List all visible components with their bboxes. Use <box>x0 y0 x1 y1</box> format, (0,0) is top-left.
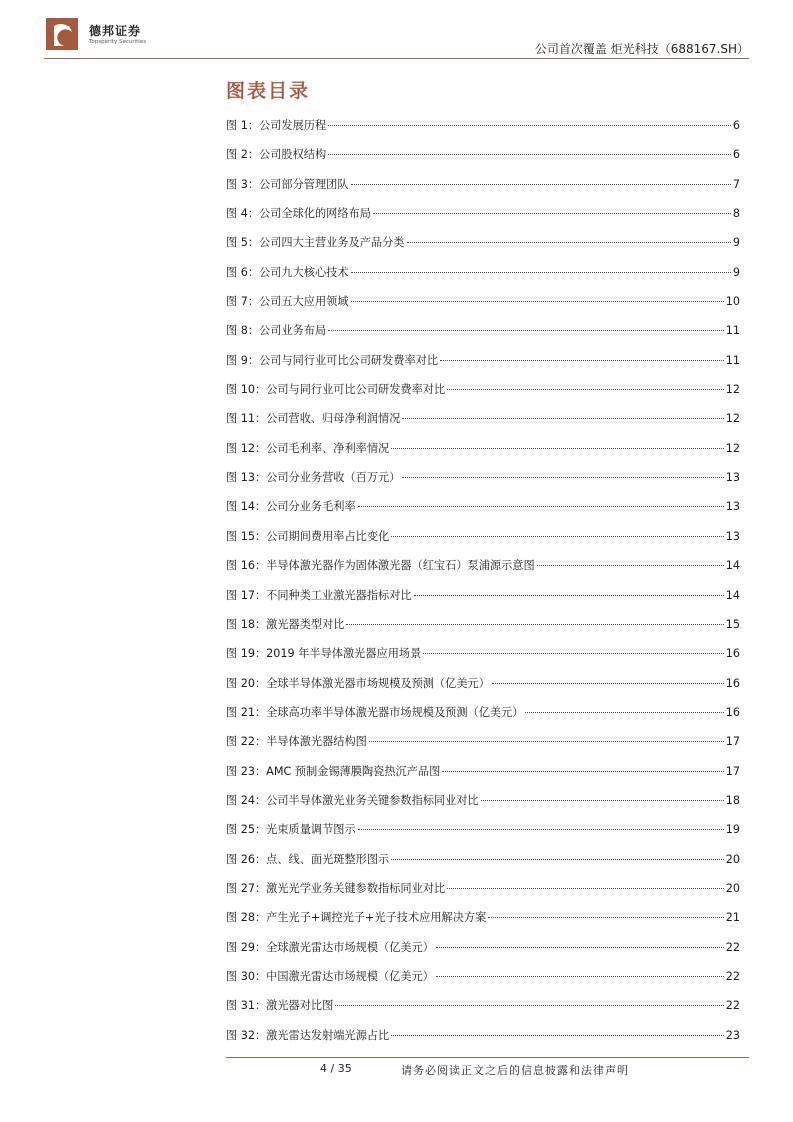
toc-entry-page[interactable]: 22 <box>725 940 740 954</box>
toc-dot-leader <box>537 565 724 566</box>
toc-dot-leader <box>442 771 723 772</box>
toc-entry-page[interactable]: 12 <box>725 412 740 426</box>
toc-entry-label[interactable]: 图 19：2019 年半导体激光器应用场景 <box>226 647 422 661</box>
toc-entry[interactable] <box>226 645 740 674</box>
toc-entry-label[interactable]: 图 5：公司四大主营业务及产品分类 <box>226 236 405 250</box>
toc-dot-leader <box>407 242 731 243</box>
toc-entry[interactable] <box>226 146 740 175</box>
toc-entry[interactable] <box>226 205 740 234</box>
toc-entry-label[interactable]: 图 25：光束质量调节图示 <box>226 823 356 837</box>
toc-entry-page[interactable]: 21 <box>725 911 740 925</box>
toc-entry-label[interactable]: 图 24：公司半导体激光业务关键参数指标同业对比 <box>226 793 479 807</box>
page-number: 4 / 35 <box>320 1062 352 1075</box>
toc-entry-page[interactable]: 12 <box>725 441 740 455</box>
toc-entry-page[interactable]: 13 <box>725 529 740 543</box>
toc-entry-page[interactable]: 17 <box>725 735 740 749</box>
toc-entry[interactable] <box>226 587 740 616</box>
toc-dot-leader <box>335 1005 723 1006</box>
toc-entry-page[interactable]: 9 <box>732 265 740 279</box>
toc-dot-leader <box>402 418 723 419</box>
toc-entry-page[interactable]: 17 <box>725 764 740 778</box>
toc-entry-label[interactable]: 图 16：半导体激光器作为固体激光器（红宝石）泵浦源示意图 <box>226 559 535 573</box>
toc-entry[interactable] <box>226 322 740 351</box>
toc-entry[interactable] <box>226 440 740 469</box>
toc-entry[interactable] <box>226 234 740 263</box>
toc-entry[interactable] <box>226 381 740 410</box>
toc-dot-leader <box>436 947 724 948</box>
toc-entry-page[interactable]: 16 <box>725 647 740 661</box>
toc-dot-leader <box>358 506 724 507</box>
toc-entry-page[interactable]: 13 <box>725 471 740 485</box>
toc-entry-page[interactable]: 23 <box>725 1028 740 1042</box>
toc-entry-page[interactable]: 6 <box>732 119 740 132</box>
toc-dot-leader <box>351 184 731 185</box>
toc-entry-label[interactable]: 图 10：公司与同行业可比公司研发费率对比 <box>226 383 446 397</box>
toc-entry[interactable] <box>226 675 740 704</box>
toc-entry-page[interactable]: 11 <box>725 324 740 338</box>
toc-entry-page[interactable]: 14 <box>725 588 740 602</box>
toc-entry-page[interactable]: 15 <box>725 617 740 631</box>
logo-mark-icon <box>44 14 80 52</box>
toc-entry[interactable] <box>226 733 740 762</box>
toc-dot-leader <box>481 800 724 801</box>
toc-entry[interactable] <box>226 939 740 968</box>
toc-entry-page[interactable]: 16 <box>725 676 740 690</box>
toc-entry-page[interactable]: 22 <box>725 969 740 983</box>
toc-entry-label[interactable]: 图 11：公司营收、归母净利润情况 <box>226 412 401 426</box>
toc-entry[interactable] <box>226 176 740 205</box>
toc-entry-page[interactable]: 14 <box>725 559 740 573</box>
toc-entry-label[interactable]: 图 18：激光器类型对比 <box>226 617 345 631</box>
toc-entry[interactable] <box>226 763 740 792</box>
toc-entry[interactable] <box>226 557 740 586</box>
toc-dot-leader <box>391 448 724 449</box>
toc-entry[interactable] <box>226 469 740 498</box>
toc-entry[interactable] <box>226 352 740 381</box>
toc-dot-leader <box>328 154 731 155</box>
toc-dot-leader <box>373 213 731 214</box>
toc-entry-page[interactable]: 10 <box>725 295 740 309</box>
toc-entry-page[interactable]: 9 <box>732 236 740 250</box>
toc-entry[interactable] <box>226 704 740 733</box>
toc-entry-label[interactable]: 图 22：半导体激光器结构图 <box>226 735 367 749</box>
toc-entry-label[interactable]: 图 17：不同种类工业激光器指标对比 <box>226 588 412 602</box>
toc-entry-label[interactable]: 图 3：公司部分管理团队 <box>226 177 349 191</box>
toc-entry-label[interactable]: 图 26：点、线、面光斑整形图示 <box>226 852 390 866</box>
toc-entry-label[interactable]: 图 27：激光光学业务关键参数指标同业对比 <box>226 881 446 895</box>
toc-entry[interactable] <box>226 851 740 880</box>
toc-dot-leader <box>346 624 723 625</box>
toc-dot-leader <box>328 125 731 126</box>
company-logo <box>44 14 174 54</box>
toc-dot-leader <box>414 595 724 596</box>
toc-entry-page[interactable]: 6 <box>732 148 740 162</box>
toc-dot-leader <box>351 272 731 273</box>
toc-entry-page[interactable]: 7 <box>732 177 740 191</box>
toc-entry[interactable] <box>226 792 740 821</box>
toc-entry-page[interactable]: 16 <box>725 705 740 719</box>
toc-entry[interactable] <box>226 293 740 322</box>
toc-dot-leader <box>351 301 724 302</box>
toc-entry-label[interactable]: 图 30：中国激光雷达市场规模（亿美元） <box>226 969 434 983</box>
logo-chinese-name: 德邦证券 <box>89 24 142 38</box>
toc-dot-leader <box>391 536 724 537</box>
toc-entry-label[interactable]: 图 2：公司股权结构 <box>226 148 327 162</box>
toc-entry-label[interactable]: 图 6：公司九大核心技术 <box>226 265 349 279</box>
toc-entry-label[interactable]: 图 23：AMC 预制金锡薄膜陶瓷热沉产品图 <box>226 764 441 778</box>
page-title: 图表目录 <box>226 80 311 102</box>
toc-entry-page[interactable]: 8 <box>732 207 740 221</box>
toc-entry-label[interactable]: 图 29：全球激光雷达市场规模（亿美元） <box>226 940 434 954</box>
toc-entry[interactable] <box>226 117 740 146</box>
toc-entry-label[interactable]: 图 9：公司与同行业可比公司研发费率对比 <box>226 353 439 367</box>
header-divider <box>44 58 749 59</box>
toc-entry[interactable] <box>226 909 740 938</box>
toc-entry-label[interactable]: 图 14：公司分业务毛利率 <box>226 500 356 514</box>
toc-dot-leader <box>492 683 724 684</box>
footer-disclaimer: 请务必阅读正文之后的信息披露和法律声明 <box>401 1064 629 1077</box>
toc-dot-leader <box>423 653 723 654</box>
toc-entry-label[interactable]: 图 28：产生光子+调控光子+光子技术应用解决方案 <box>226 911 487 925</box>
toc-entry-page[interactable]: 22 <box>725 999 740 1013</box>
toc-entry-label[interactable]: 图 8：公司业务布局 <box>226 324 327 338</box>
toc-dot-leader <box>447 389 724 390</box>
toc-entry[interactable] <box>226 528 740 557</box>
toc-entry[interactable] <box>226 821 740 850</box>
toc-entry-label[interactable]: 图 13：公司分业务营收（百万元） <box>226 471 401 485</box>
toc-entry[interactable] <box>226 498 740 527</box>
toc-dot-leader <box>402 477 723 478</box>
toc-entry-page[interactable]: 12 <box>725 383 740 397</box>
toc-entry-page[interactable]: 20 <box>725 881 740 895</box>
toc-entry[interactable] <box>226 968 740 997</box>
toc-entry[interactable] <box>226 1027 740 1056</box>
toc-entry-label[interactable]: 图 20：全球半导体激光器市场规模及预测（亿美元） <box>226 676 490 690</box>
toc-entry-page[interactable]: 18 <box>725 793 740 807</box>
toc-entry-label[interactable]: 图 21：全球高功率半导体激光器市场规模及预测（亿美元） <box>226 705 524 719</box>
toc-entry[interactable] <box>226 880 740 909</box>
footer-divider <box>226 1057 749 1058</box>
toc-entry-label[interactable]: 图 1：公司发展历程 <box>226 119 327 132</box>
toc-entry-label[interactable]: 图 4：公司全球化的网络布局 <box>226 207 371 221</box>
toc-dot-leader <box>391 859 724 860</box>
toc-entry-page[interactable]: 20 <box>725 852 740 866</box>
toc-dot-leader <box>369 741 724 742</box>
table-of-figures <box>226 117 740 1056</box>
toc-entry-page[interactable]: 13 <box>725 500 740 514</box>
toc-entry-label[interactable]: 图 7：公司五大应用领域 <box>226 295 349 309</box>
toc-entry-page[interactable]: 19 <box>725 823 740 837</box>
toc-entry[interactable] <box>226 410 740 439</box>
toc-dot-leader <box>525 712 723 713</box>
toc-dot-leader <box>440 360 724 361</box>
toc-entry[interactable] <box>226 616 740 645</box>
toc-dot-leader <box>328 330 724 331</box>
logo-english-name: Topsperity Securities <box>89 39 147 45</box>
toc-entry-page[interactable]: 11 <box>725 353 740 367</box>
toc-entry[interactable] <box>226 997 740 1026</box>
toc-entry-label[interactable]: 图 12：公司毛利率、净利率情况 <box>226 441 390 455</box>
toc-dot-leader <box>391 1035 724 1036</box>
toc-entry[interactable] <box>226 264 740 293</box>
report-header-title: 公司首次覆盖 炬光科技（688167.SH） <box>534 42 749 56</box>
toc-dot-leader <box>436 976 724 977</box>
toc-entry-label[interactable]: 图 31：激光器对比图 <box>226 999 334 1013</box>
toc-dot-leader <box>488 917 723 918</box>
toc-dot-leader <box>358 829 724 830</box>
toc-dot-leader <box>447 888 724 889</box>
toc-entry-label[interactable]: 图 32：激光雷达发射端光源占比 <box>226 1028 390 1042</box>
toc-entry-label[interactable]: 图 15：公司期间费用率占比变化 <box>226 529 390 543</box>
